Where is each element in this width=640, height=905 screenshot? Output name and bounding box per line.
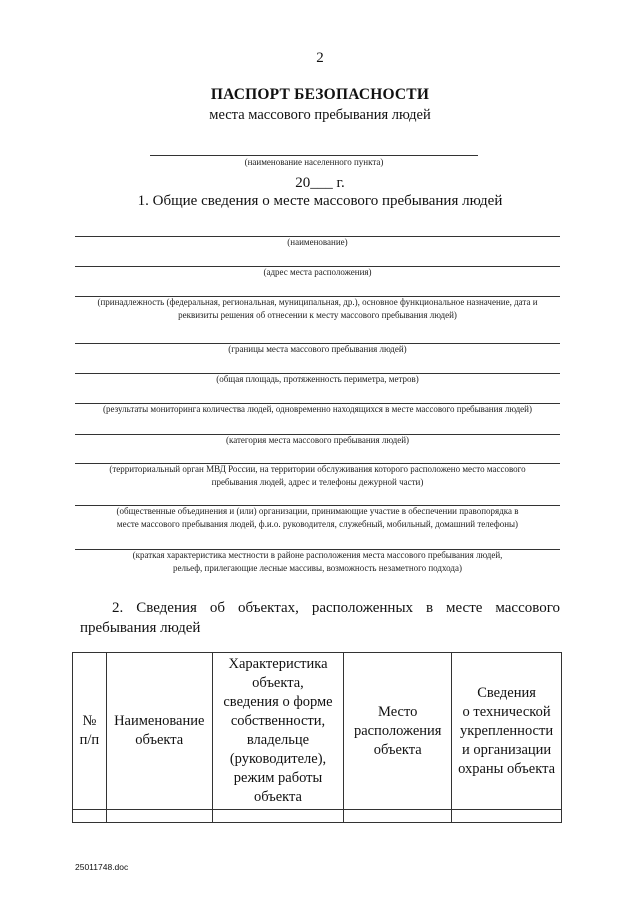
header-number: № п/п [73,653,107,810]
field-caption-category: (категория места массового пребывания людей) [225,435,410,445]
table-cell[interactable] [344,810,452,823]
header-name: Наименование объекта [106,653,212,810]
header-characteristics: Характеристика объекта, сведения о форме собственности, владельце (руководителе), режим работы объекта [212,653,344,810]
header-location: Место расположения объекта [344,653,452,810]
field-caption-boundaries: (границы места массового пребывания людей) [228,344,407,354]
table-cell[interactable] [452,810,562,823]
table-cell[interactable] [212,810,344,823]
field-caption-area: (общая площадь, протяженность периметра, метров) [216,374,419,384]
field-caption-police: (территориальный орган МВД России, на территории обслуживания которого расположено место массового пребывания людей, адрес и телефоны дежурной части) [109,464,526,487]
objects-table [72,652,562,823]
page-title: ПАСПОРТ БЕЗОПАСНОСТИ [210,86,430,103]
header-security: Сведения о технической укрепленности и организации охраны объекта [452,653,562,810]
section2-title: 2. Сведения об объектах, расположенных в месте массового пребывания людей [80,600,560,636]
table-cell[interactable] [73,810,107,823]
field-caption-organizations: (общественные объединения и (или) организации, принимающие участие в обеспечении правопорядка в месте массового пребывания людей, ф.и.о. руководителя, служебный, мобильный, домашний телефоны) [116,506,519,529]
year-line: 20___ г. [295,175,345,191]
page-number: 2 [316,50,324,66]
field-caption-affiliation: (принадлежность (федеральная, региональная, муниципальная, др.), основное функциональное назначение, дата и реквизиты решения об отнесении к месту массового пребывания людей) [97,297,538,320]
table-row [73,810,562,823]
footer-filename: 25011748.doc [75,862,129,872]
page-subtitle: места массового пребывания людей [209,107,431,123]
table-header-row [73,653,562,810]
field-caption-monitoring: (результаты мониторинга количества людей, одновременно находящихся в месте массового пребывания людей) [103,404,532,414]
field-caption-name: (наименование) [287,237,348,247]
field-caption-terrain: (краткая характеристика местности в районе расположения места массового пребывания людей, рельеф, прилегающие лесные массивы, возможность незаметного подхода) [132,550,503,573]
settlement-caption: (наименование населенного пункта) [244,157,384,167]
field-caption-address: (адрес места расположения) [263,267,372,277]
section1-title: 1. Общие сведения о месте массового пребывания людей [137,193,503,209]
table-cell[interactable] [106,810,212,823]
